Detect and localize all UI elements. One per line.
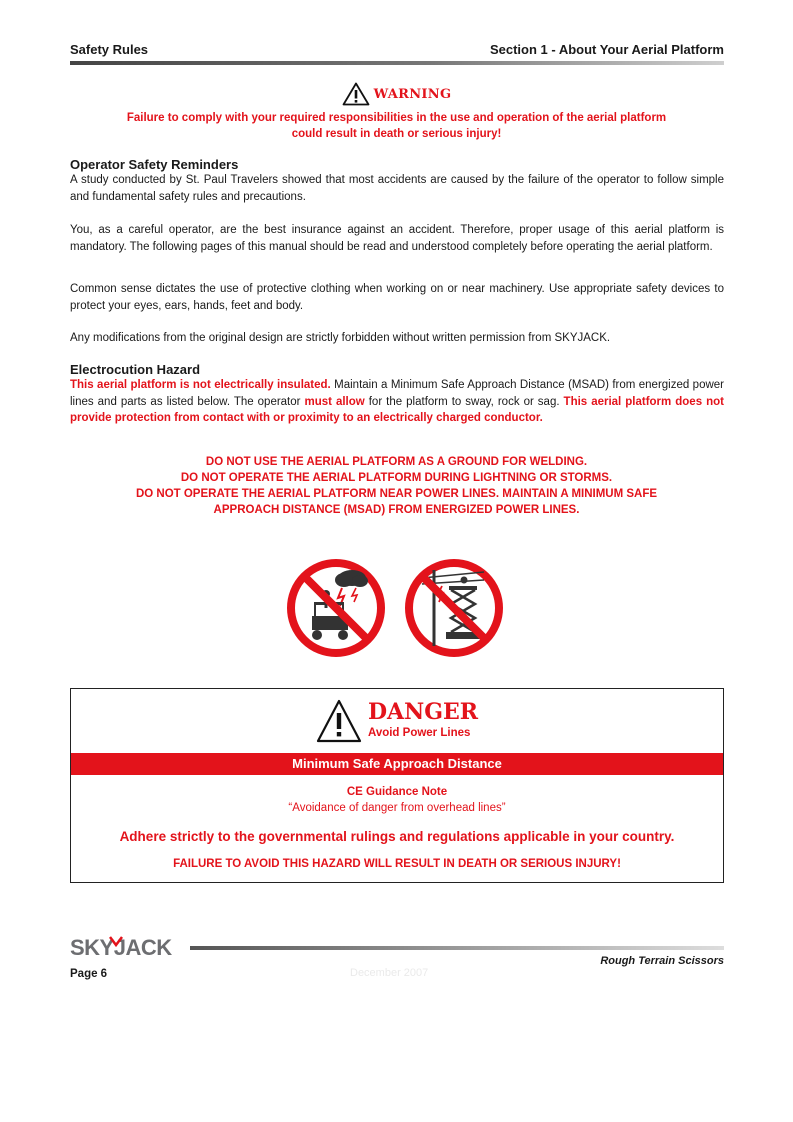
warning-text-line2: could result in death or serious injury! <box>291 128 502 140</box>
operator-paragraph-2: You, as a careful operator, are the best insurance against an accident. Therefore, proper usage of this aerial platform is mandatory. The following pages of this manual should be read and understood completely before operating the aerial platform. <box>70 224 724 253</box>
header-chapter-title: Section 1 - About Your Aerial Platform <box>489 42 724 57</box>
electrocution-heading: Electrocution Hazard <box>70 362 201 377</box>
warning-line-msad: APPROACH DISTANCE (MSAD) FROM ENERGIZED POWER LINES. <box>213 504 580 516</box>
warning-text-line1: Failure to comply with your required responsibilities in the use and operation of the aerial platform <box>126 112 667 124</box>
danger-panel <box>70 688 724 883</box>
skyjack-logo <box>70 934 186 965</box>
warning-line-welding: DO NOT USE THE AERIAL PLATFORM AS A GROUND FOR WELDING. <box>205 456 588 468</box>
electrocution-not-insulated: This aerial platform is not electrically insulated. <box>70 379 331 391</box>
msad-banner: Minimum Safe Approach Distance <box>71 753 723 775</box>
operator-paragraph-1: A study conducted by St. Paul Travelers showed that most accidents are caused by the failure of the operator to follow simple and fundamental safety rules and precautions. <box>70 174 724 203</box>
electrocution-text-1: Maintain a Minimum Safe Approach Distance (MSAD) from energized power lines and parts as listed below. The operator <box>70 379 724 408</box>
header-section-title: Safety Rules <box>70 42 149 57</box>
ce-guidance-quote: “Avoidance of danger from overhead lines” <box>288 802 506 814</box>
date-watermark: December 2007 <box>350 967 429 979</box>
warning-title: WARNING <box>373 86 452 102</box>
danger-subtitle: Avoid Power Lines <box>367 727 471 739</box>
failure-statement: FAILURE TO AVOID THIS HAZARD WILL RESULT IN DEATH OR SERIOUS INJURY! <box>173 858 621 870</box>
product-name: Rough Terrain Scissors <box>600 955 724 967</box>
footer-rule <box>190 946 724 950</box>
electrocution-warnings <box>80 454 713 518</box>
prohibition-icons <box>284 556 510 660</box>
electrocution-no-protection: This aerial platform does not provide protection from contact with or proximity to an electrically charged conductor. <box>70 395 724 424</box>
danger-header <box>71 699 723 743</box>
warning-header <box>0 82 793 106</box>
electrocution-text-2: for the platform to sway, rock or sag. <box>364 395 564 408</box>
no-operation-in-storm-icon <box>291 563 381 653</box>
page-number: Page 6 <box>70 968 108 980</box>
skyjack-logo-mark <box>70 934 186 960</box>
warning-line-lightning: DO NOT OPERATE THE AERIAL PLATFORM DURING LIGHTNING OR STORMS. <box>180 472 613 484</box>
danger-triangle-icon <box>316 699 362 743</box>
operator-paragraph-4: Any modifications from the original design are strictly forbidden without written permission from SKYJACK. <box>70 332 611 344</box>
header-rule <box>70 61 724 65</box>
ce-guidance-title: CE Guidance Note <box>346 786 448 798</box>
warning-triangle-icon <box>342 82 370 106</box>
svg-text:SKYJACK: SKYJACK <box>70 935 172 960</box>
danger-title: DANGER <box>367 699 479 725</box>
operator-heading: Operator Safety Reminders <box>70 157 239 172</box>
electrocution-must-allow: must allow <box>304 395 365 408</box>
warning-text <box>100 110 693 142</box>
operator-paragraph-3: Common sense dictates the use of protective clothing when working on or near machinery. Use appropriate safety devices to protect your eyes, ears, hands, feet and body. <box>70 283 724 312</box>
no-operation-near-power-lines-icon <box>409 563 499 653</box>
electrocution-paragraph <box>70 377 724 427</box>
warning-line-power-lines: DO NOT OPERATE THE AERIAL PLATFORM NEAR POWER LINES. MAINTAIN A MINIMUM SAFE <box>135 488 658 500</box>
adhere-statement: Adhere strictly to the governmental rulings and regulations applicable in your country. <box>119 829 675 844</box>
